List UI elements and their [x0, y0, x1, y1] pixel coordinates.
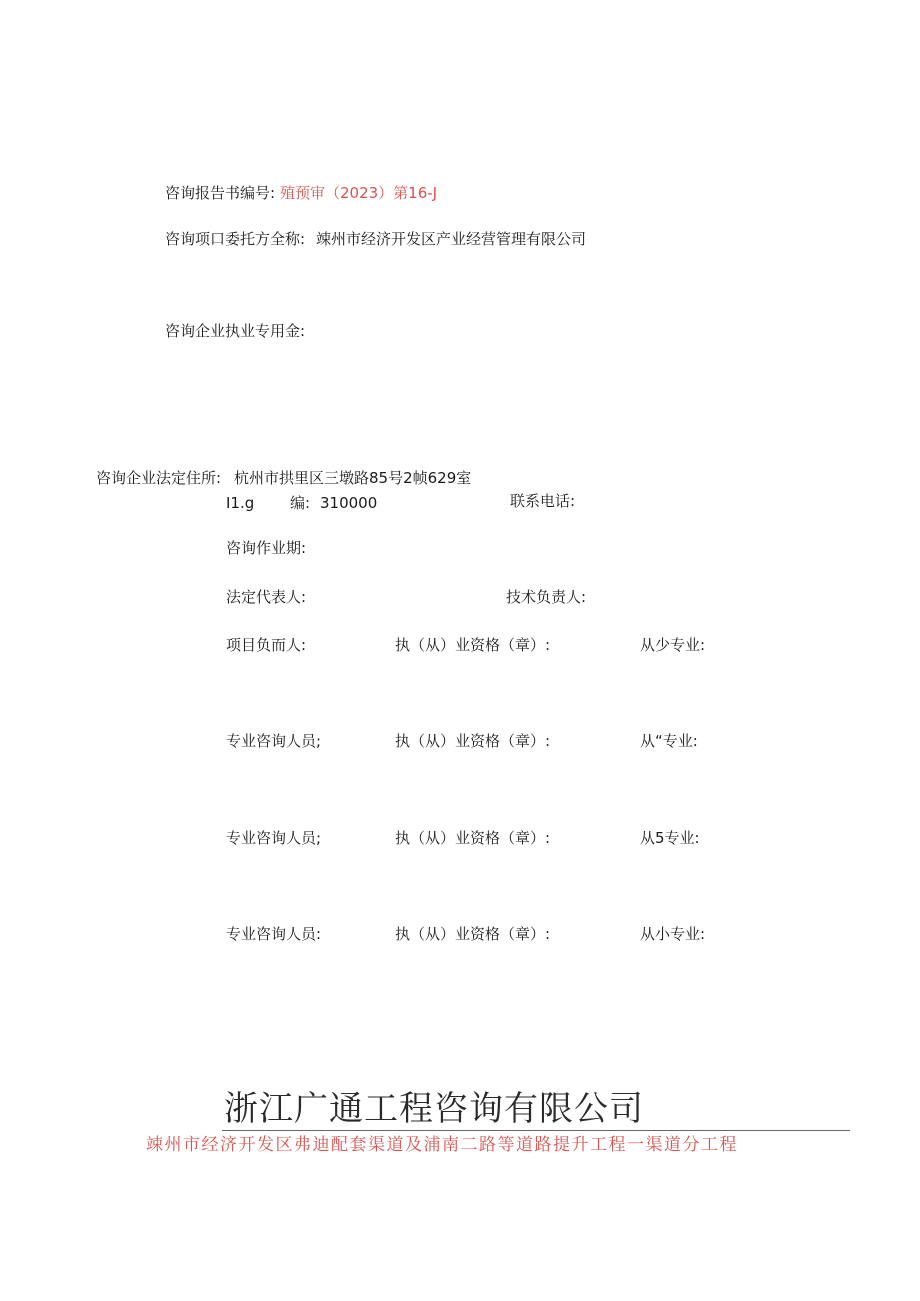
postcode-mid: 编: [290, 494, 311, 512]
address-value: 杭州市拱里区三墩路85号2帧629室 [234, 469, 472, 487]
report-number-value: 殖预审（2023）第16-J [280, 184, 438, 202]
phone-label: 联系电话: [510, 492, 576, 510]
report-number-label: 咨询报告书编号: [165, 184, 276, 202]
staff-qualification: 执（从）业资格（章）: [395, 925, 551, 943]
staff-qualification: 执（从）业资格（章）: [395, 636, 551, 654]
staff-qualification: 执（从）业资格（章）: [395, 732, 551, 750]
postcode-value: 310000 [320, 494, 378, 512]
postcode-label: I1.g [226, 494, 255, 512]
company-name: 浙江广通工程咨询有限公司 [224, 1089, 644, 1129]
address-label: 咨询企业法定住所: [96, 469, 222, 487]
staff-specialty: 从5专业: [640, 829, 700, 847]
staff-specialty: 从小专业: [640, 925, 706, 943]
staff-specialty: 从少专业: [640, 636, 706, 654]
divider [222, 1130, 850, 1131]
staff-role: 专业咨询人员; [226, 829, 322, 847]
legal-rep-label: 法定代表人: [226, 588, 307, 606]
seal-label: 咨询企业执业专用金: [165, 322, 306, 340]
staff-role: 专业咨询人员; [226, 732, 322, 750]
staff-specialty: 从“专业: [640, 732, 698, 750]
period-label: 咨询作业期: [226, 539, 307, 557]
staff-role: 专业咨询人员: [226, 925, 322, 943]
client-value: 竦州市经济开发区产业经营管理有限公司 [316, 230, 587, 248]
staff-qualification: 执（从）业资格（章）: [395, 829, 551, 847]
staff-role: 项目负而人: [226, 636, 307, 654]
client-label: 咨询项口委托方全称: [165, 230, 306, 248]
project-title: 竦州市经济开发区弗迪配套渠道及浦南二路等道路提升工程一渠道分工程 [146, 1135, 738, 1155]
tech-lead-label: 技术负责人: [506, 588, 587, 606]
